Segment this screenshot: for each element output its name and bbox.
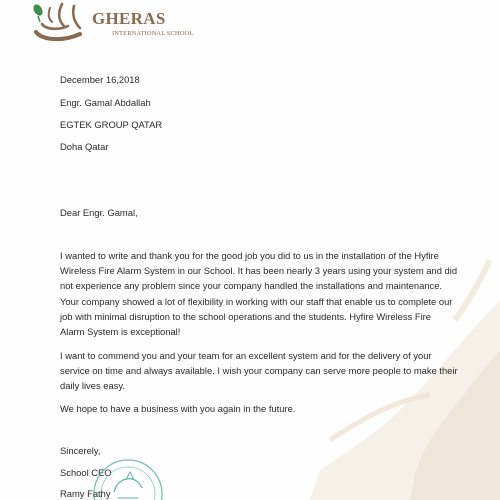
school-subtitle: INTERNATIONAL SCHOOL xyxy=(112,30,194,37)
paragraph-1-line: Alarm System is exceptional! xyxy=(60,326,181,338)
paragraph-1-line: I wanted to write and thank you for the good job you did to us in the installation of the Hyfire xyxy=(60,250,439,261)
paragraph-1-line: Your company showed a lot of flexibility in working with our staff that enable us to complete our xyxy=(60,295,453,307)
recipient-company: EGTEK GROUP QATAR xyxy=(60,119,163,130)
paragraph-1-line: Wireless Fire Alarm System in our School. It has been nearly 3 years using your system and did xyxy=(60,265,458,277)
closing: Sincerely, xyxy=(60,445,101,456)
paragraph-2 xyxy=(60,348,460,394)
paragraph-2-line: service on time and always available. I wish your company can serve more people to make their xyxy=(60,365,458,377)
letter-date: December 16,2018 xyxy=(60,74,140,85)
school-logo xyxy=(28,0,194,42)
recipient-location: Doha Qatar xyxy=(60,141,109,152)
paragraph-3: We hope to have a business with you again in the future. xyxy=(60,403,296,414)
paragraph-1-line: job with minimal disruption to the school operations and the students. Hyfire Wireless Fire xyxy=(60,310,432,322)
paragraph-2-line: daily lives easy. xyxy=(60,380,125,392)
paragraph-2-line: I want to commend you and your team for an excellent system and for the delivery of your xyxy=(60,350,432,361)
school-name: GHERAS xyxy=(92,9,166,28)
paragraph-1 xyxy=(60,248,460,339)
signer-name: Ramy Fathy xyxy=(60,488,111,499)
salutation: Dear Engr. Gamal, xyxy=(60,207,138,218)
recipient-name: Engr. Gamal Abdallah xyxy=(60,97,151,108)
gheras-calligraphy-icon xyxy=(28,0,88,42)
signer-title: School CEO xyxy=(60,467,112,478)
paragraph-1-line: not experience any problem since your company handled the installations and maintenance. xyxy=(60,280,443,292)
